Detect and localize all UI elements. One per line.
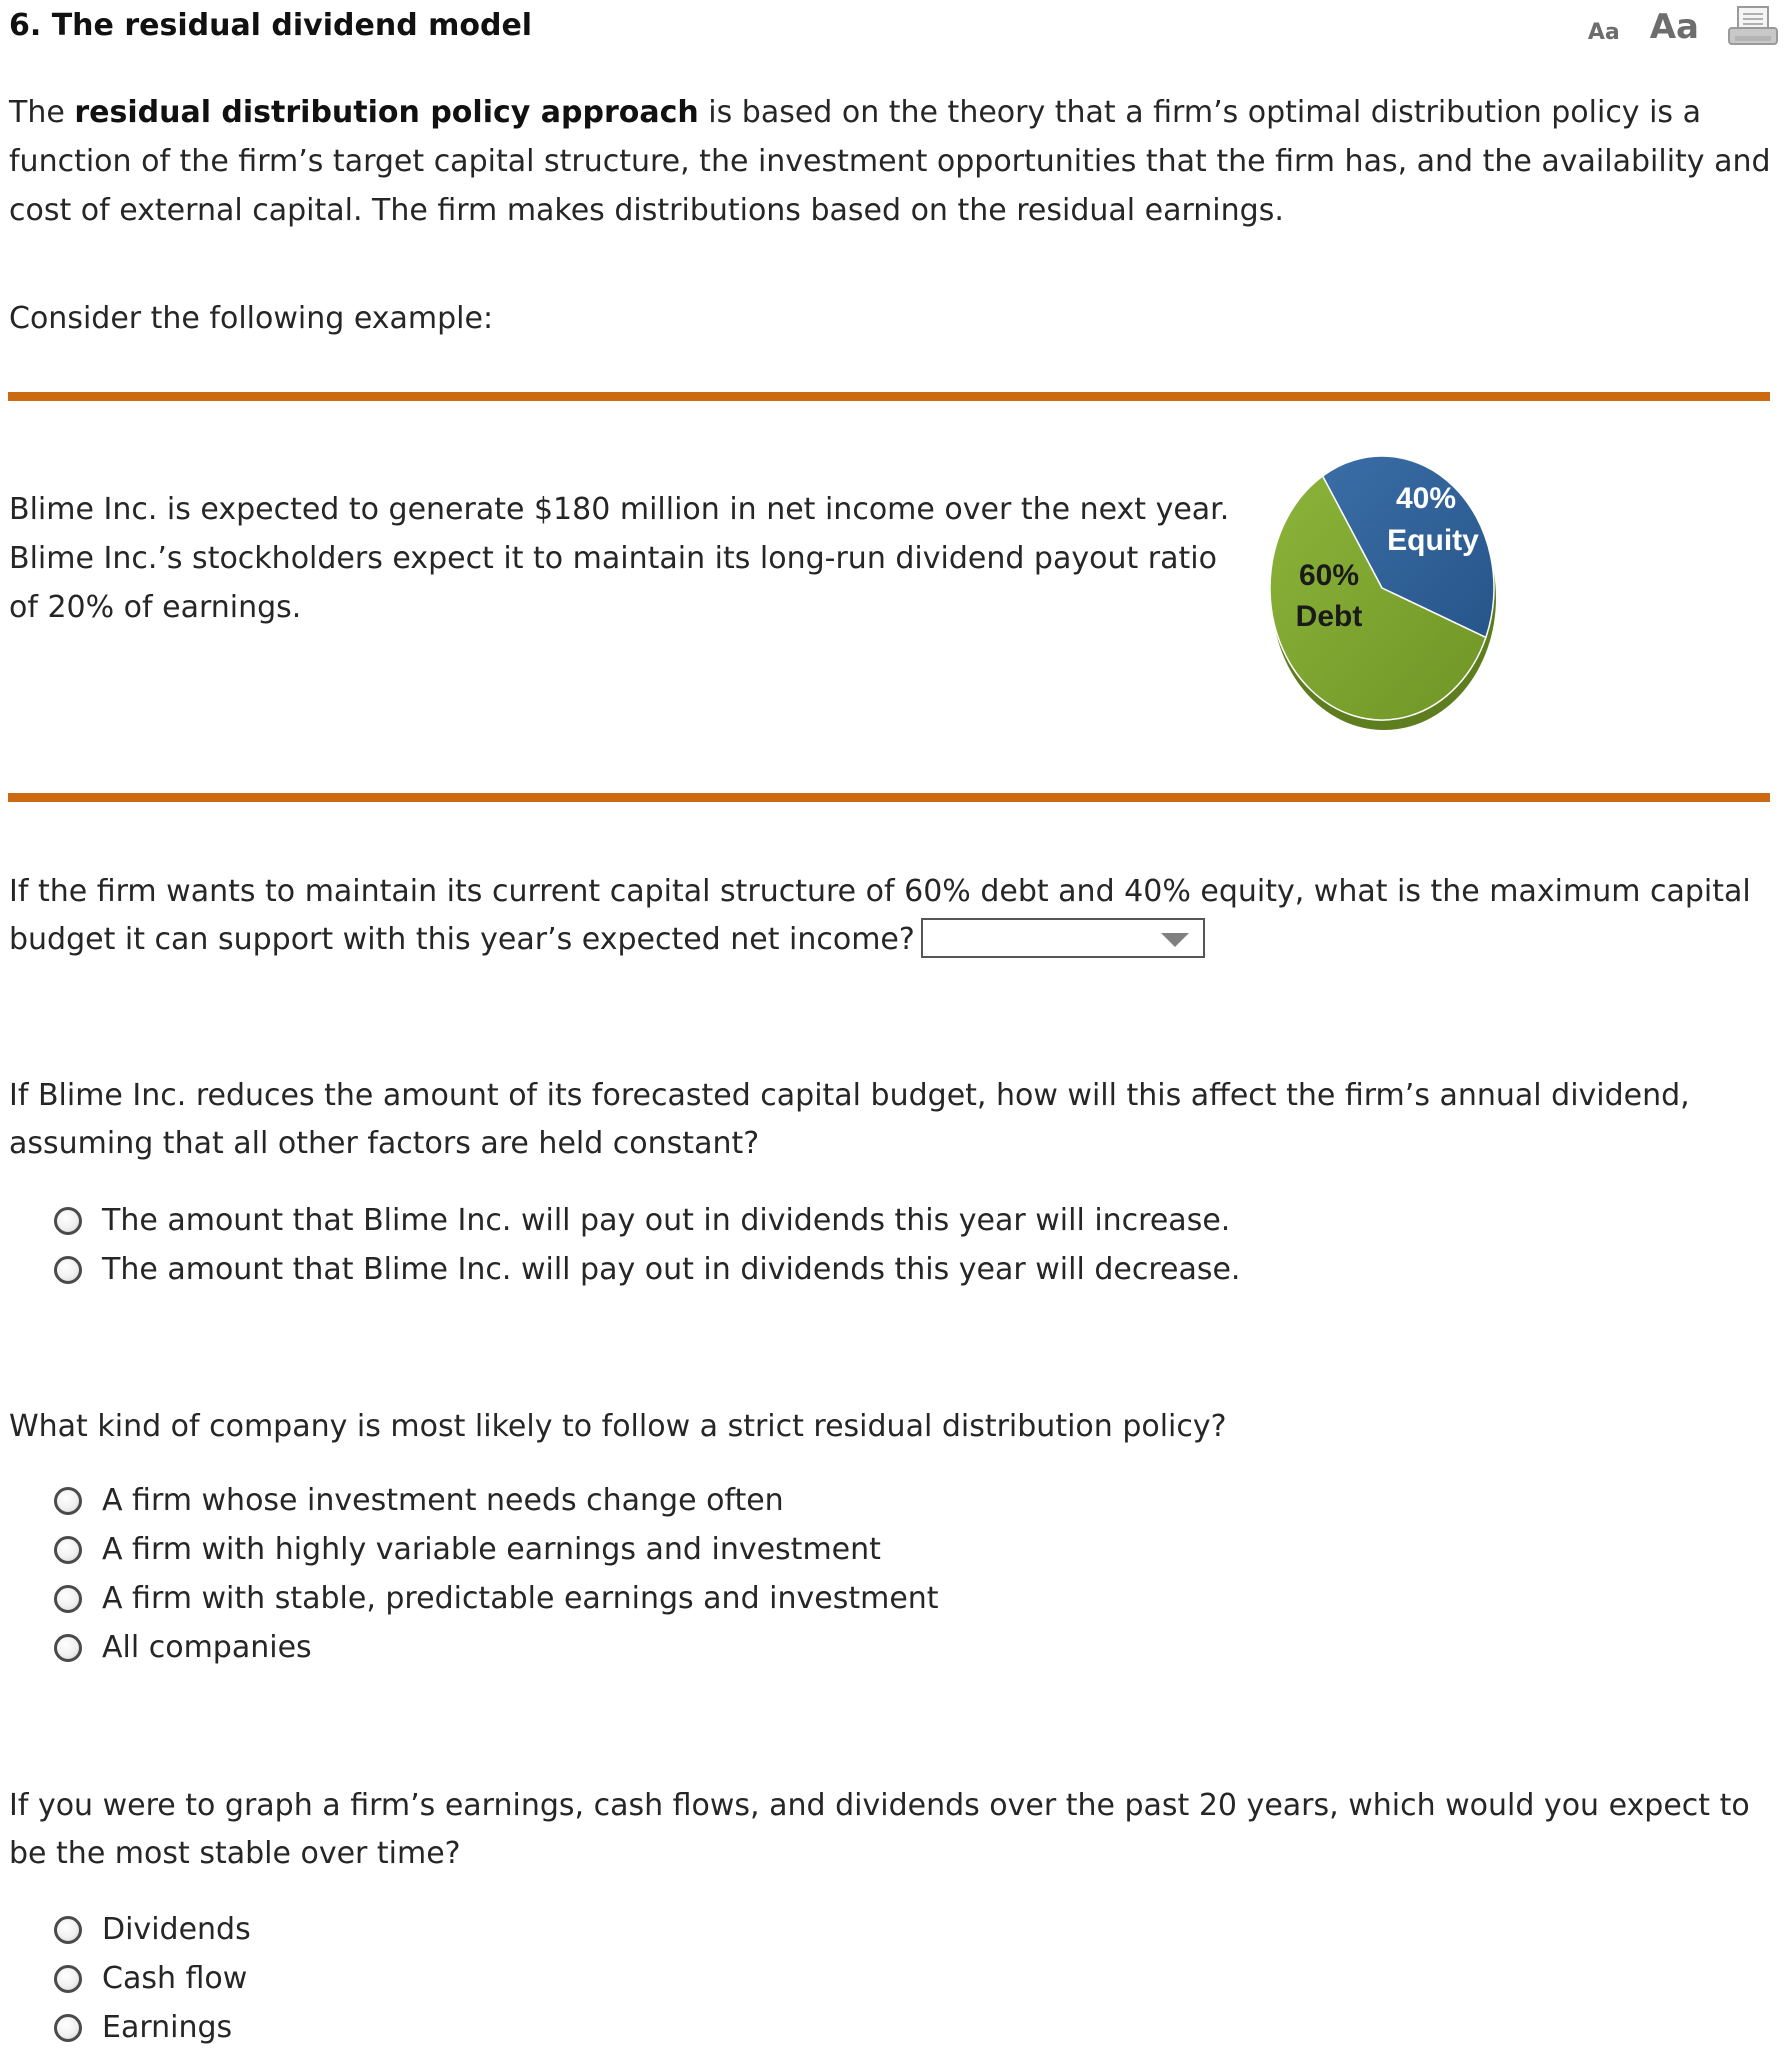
pie-label-equity-name: Equity <box>1387 524 1479 557</box>
intro-paragraph <box>9 88 1779 235</box>
radio-option[interactable] <box>54 1525 939 1574</box>
radio-option[interactable] <box>54 1954 251 2003</box>
intro-body: is based on the theory that a firm’s optimal distribution policy is a function of the firm’s target capital structure, the investment opportunities that the firm has, and the availability and cost of external capital. The firm makes distributions based on the residual earnings. <box>9 95 1771 228</box>
radio-button-icon[interactable] <box>54 1965 82 1993</box>
text-tools <box>1588 4 1779 50</box>
radio-button-icon[interactable] <box>54 1634 82 1662</box>
consider-text: Consider the following example: <box>9 301 494 336</box>
dropdown-arrow-icon <box>1161 933 1189 947</box>
intro-lead: The <box>9 95 75 130</box>
radio-button-icon[interactable] <box>54 1207 82 1235</box>
radio-button-icon[interactable] <box>54 1536 82 1564</box>
question-3-text: What kind of company is most likely to follow a strict residual distribution policy? <box>9 1409 1227 1444</box>
capital-structure-pie-chart <box>1260 440 1520 760</box>
question-3-options <box>54 1476 939 1672</box>
radio-option-label: Cash flow <box>102 1961 248 1996</box>
radio-option-label: All companies <box>102 1630 312 1665</box>
radio-option-label: A firm with highly variable earnings and investment <box>102 1532 881 1567</box>
question-4-options <box>54 1905 251 2052</box>
example-top-divider <box>8 392 1770 401</box>
radio-option-label: A firm whose investment needs change often <box>102 1483 784 1518</box>
pie-chart-svg <box>1260 440 1520 760</box>
question-2-options <box>54 1196 1240 1294</box>
radio-option[interactable] <box>54 1623 939 1672</box>
radio-button-icon[interactable] <box>54 1916 82 1944</box>
question-4-text: If you were to graph a firm’s earnings, cash flows, and dividends over the past 20 years, which would you expect to be the most stable over time? <box>9 1788 1750 1871</box>
font-size-decrease-button[interactable]: Aa <box>1587 19 1620 45</box>
radio-option[interactable] <box>54 1574 939 1623</box>
question-2 <box>9 1072 1779 1168</box>
capital-budget-dropdown[interactable] <box>921 918 1205 958</box>
radio-button-icon[interactable] <box>54 1487 82 1515</box>
font-size-increase-button[interactable]: Aa <box>1649 7 1699 47</box>
intro-bold-term: residual distribution policy approach <box>74 95 699 130</box>
question-header <box>9 4 1779 47</box>
question-1-text: If the firm wants to maintain its current capital structure of 60% debt and 40% equity, what is the maximum capital budget it can support with this year’s expected net income? <box>9 874 1751 957</box>
example-text: Blime Inc. is expected to generate $180 million in net income over the next year. Blime Inc.’s stockholders expect it to maintain its long-run dividend payout ratio of 20% of earnings. <box>9 492 1230 625</box>
pie-label-debt-name: Debt <box>1295 600 1363 633</box>
example-bottom-divider <box>8 793 1770 802</box>
radio-button-icon[interactable] <box>54 1256 82 1284</box>
radio-option-label: A firm with stable, predictable earnings and investment <box>102 1581 939 1616</box>
radio-button-icon[interactable] <box>54 2014 82 2042</box>
pie-label-equity-pct: 40% <box>1395 482 1457 515</box>
radio-option[interactable] <box>54 1245 1240 1294</box>
question-4 <box>9 1782 1779 1878</box>
radio-option[interactable] <box>54 1905 251 1954</box>
radio-option-label: The amount that Blime Inc. will pay out in dividends this year will decrease. <box>102 1252 1241 1287</box>
radio-button-icon[interactable] <box>54 1585 82 1613</box>
radio-option[interactable] <box>54 2003 251 2052</box>
question-2-text: If Blime Inc. reduces the amount of its forecasted capital budget, how will this affect the firm’s annual dividend, assuming that all other factors are held constant? <box>9 1078 1690 1161</box>
radio-option[interactable] <box>54 1476 939 1525</box>
pie-label-debt-pct: 60% <box>1298 559 1360 592</box>
question-title: 6. The residual dividend model <box>9 8 533 43</box>
question-3 <box>9 1403 1779 1451</box>
radio-option[interactable] <box>54 1196 1240 1245</box>
print-icon[interactable] <box>1727 6 1779 48</box>
radio-option-label: The amount that Blime Inc. will pay out in dividends this year will increase. <box>102 1203 1231 1238</box>
question-1 <box>9 868 1779 964</box>
radio-option-label: Earnings <box>102 2010 233 2045</box>
radio-option-label: Dividends <box>102 1912 251 1947</box>
